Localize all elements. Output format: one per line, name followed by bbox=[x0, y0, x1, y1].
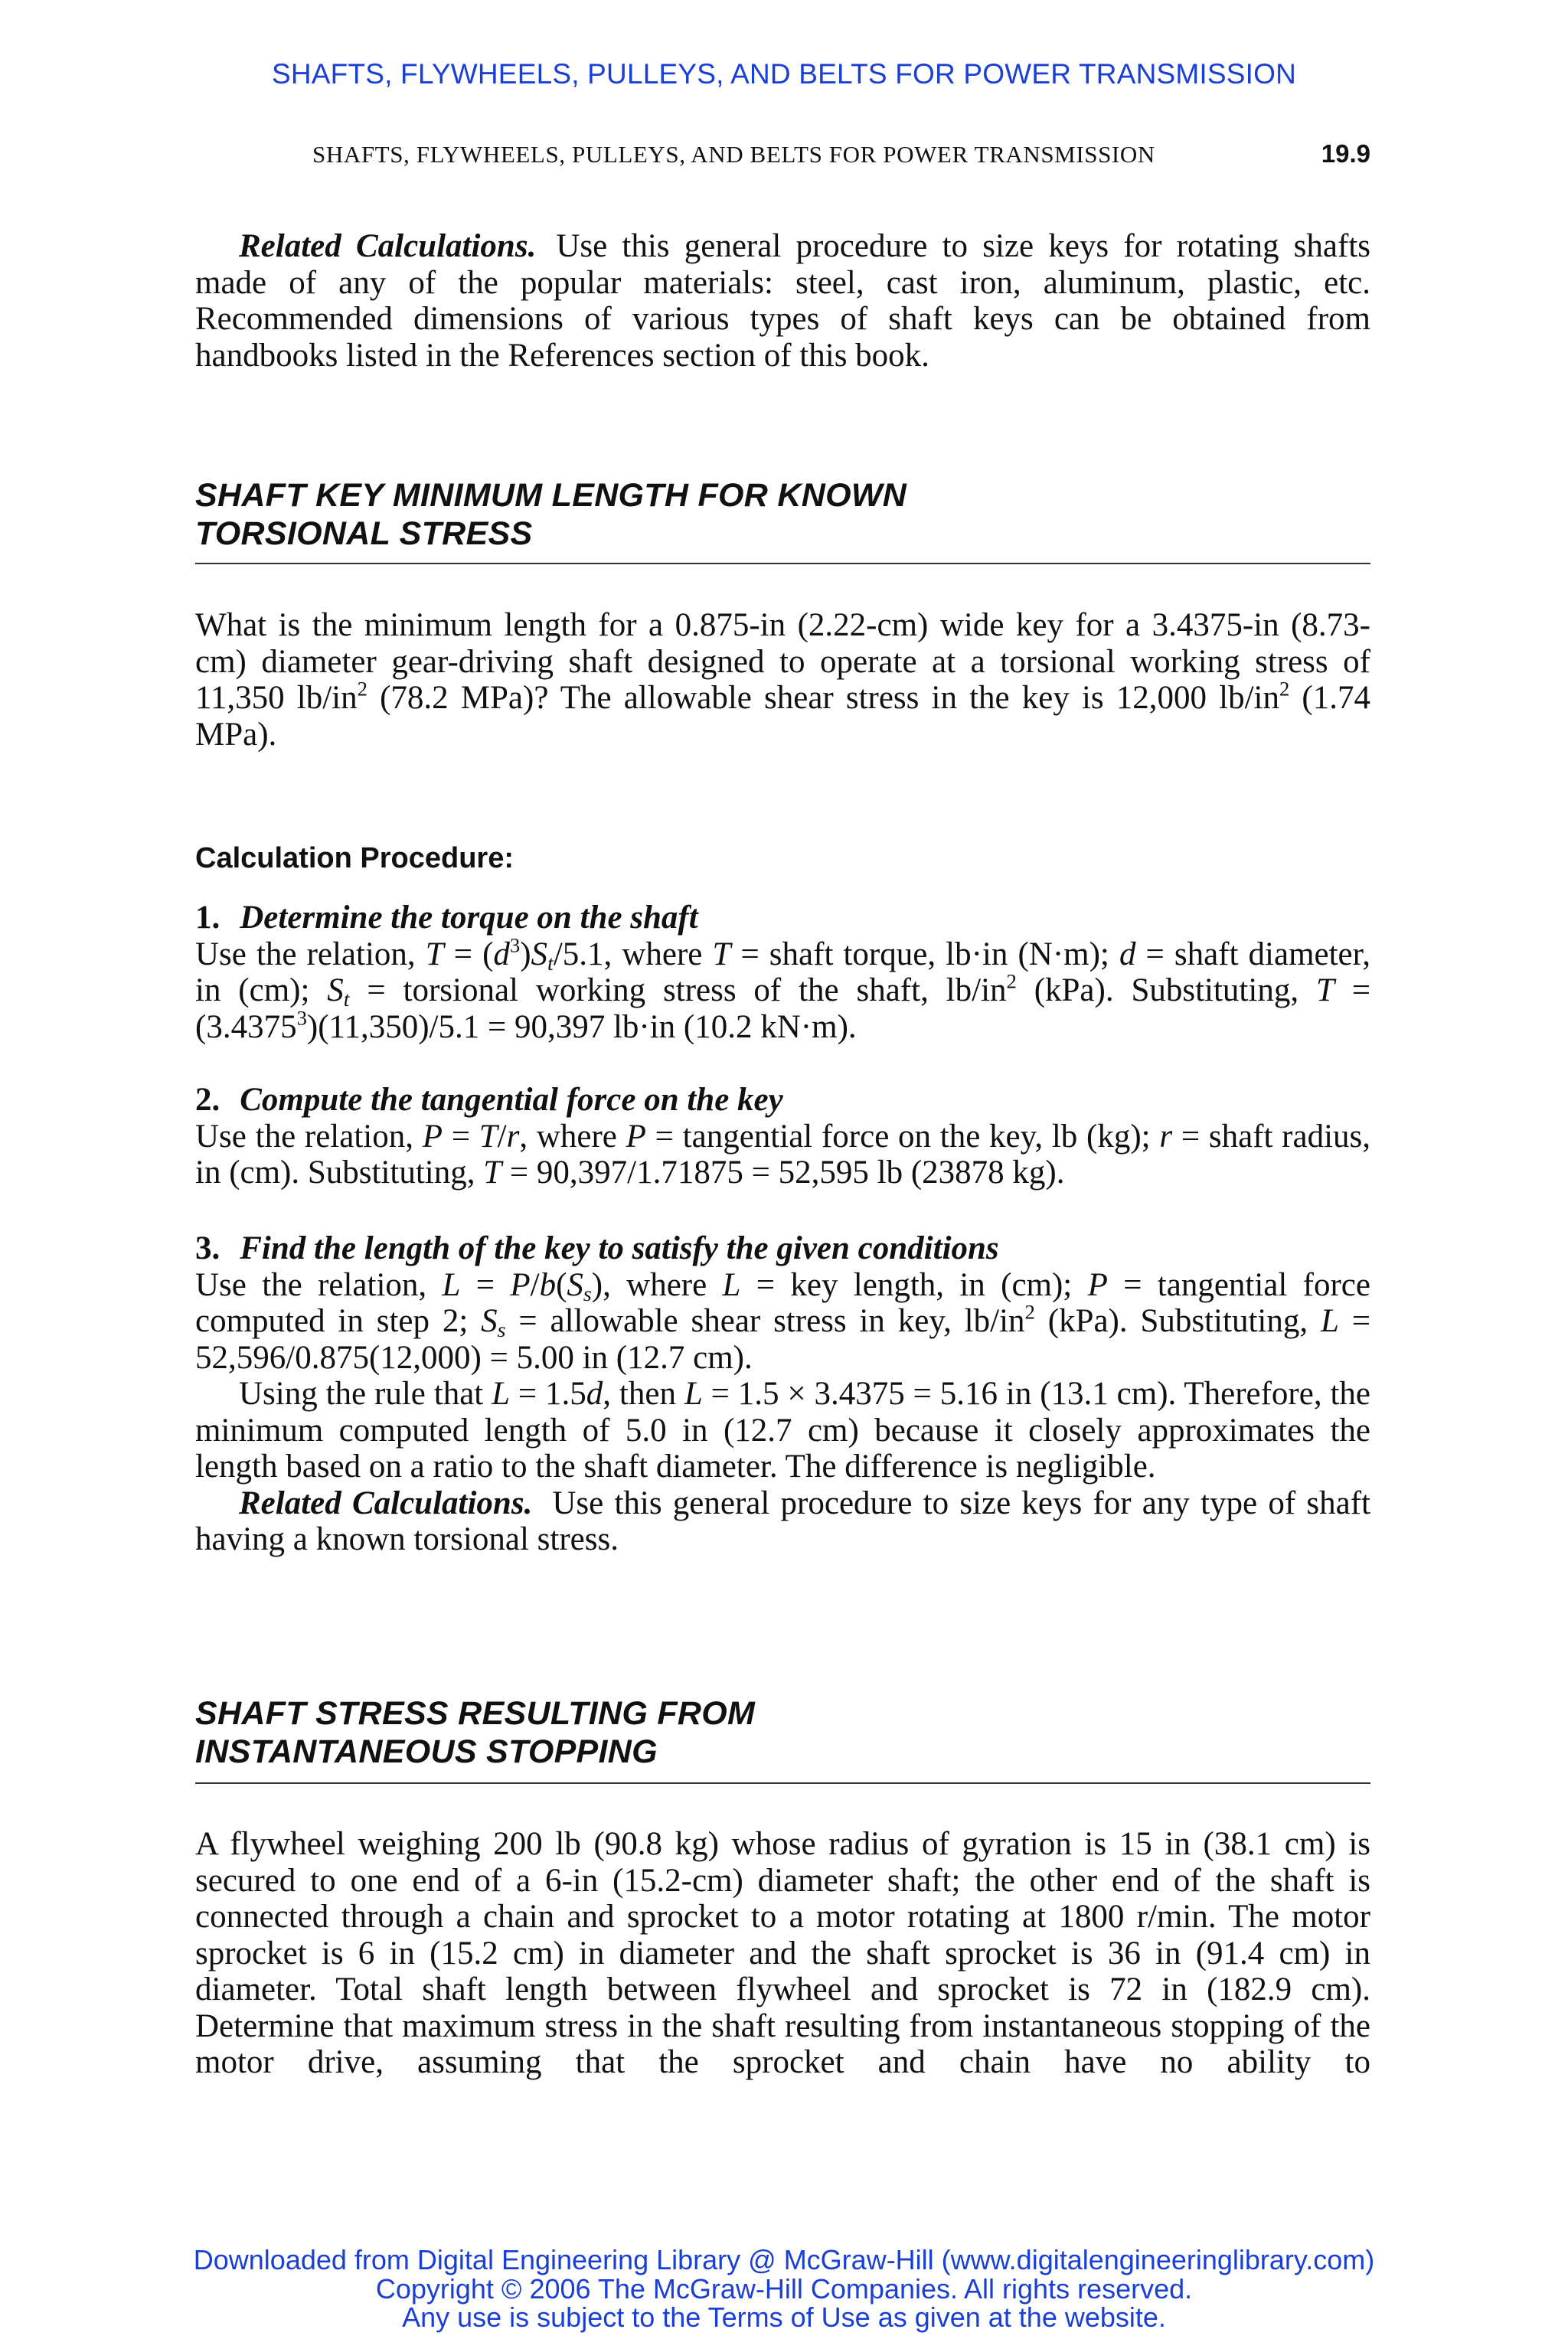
section-title-line: SHAFT STRESS RESULTING FROM bbox=[195, 1695, 756, 1732]
step-heading: 1. Determine the torque on the shaft bbox=[195, 900, 698, 936]
related-label: Related Calculations. bbox=[239, 228, 537, 264]
flywheel-problem-statement: A flywheel weighing 200 lb (90.8 kg) whose radius of gyration is 15 in (38.1 cm) is secured to one end of a 6-in (15.2-cm) diameter shaft; the other end of the shaft is connected through a chain and sprocket to a motor rotating at 1800 r/min. The motor sprocket is 6 in (15.2 cm) in diameter and the shaft sprocket is 36 in (91.4 cm) in diameter. Total shaft length between flywheel and sprocket is 72 in (182.9 cm). Determine that maximum stress in the shaft resulting from instantaneous stopping of the motor drive, assuming that the sprocket and chain have no ability to bbox=[195, 1826, 1370, 2080]
section-rule bbox=[195, 563, 1370, 564]
intro-related-calculations bbox=[195, 228, 1370, 374]
section-title-line: SHAFT KEY MINIMUM LENGTH FOR KNOWN bbox=[195, 477, 907, 514]
related-label: Related Calculations. bbox=[239, 1485, 533, 1521]
running-head-title: SHAFTS, FLYWHEELS, PULLEYS, AND BELTS FOR POWER TRANSMISSION bbox=[312, 141, 1155, 168]
footer-copyright-line: Copyright © 2006 The McGraw-Hill Companies. All rights reserved. bbox=[375, 2272, 1193, 2305]
section-title-line: INSTANTANEOUS STOPPING bbox=[195, 1733, 658, 1770]
footer-notice bbox=[0, 2246, 1568, 2332]
related-text: Use this general procedure to size keys for rotating shafts made of any of the popular materials: steel, cast iron, aluminum, plastic, etc. Recommended dimensions of various types of shaft keys can be obtained from handbooks listed in the References section of this book. bbox=[195, 228, 1370, 374]
section-title-line: TORSIONAL STRESS bbox=[195, 515, 533, 552]
problem-statement: What is the minimum length for a 0.875-in (2.22-cm) wide key for a 3.4375-in (8.73-cm) diameter gear-driving shaft designed to operate at a torsional working stress of 11,350 $lb/in^2$ (78.2 MPa)? The allowable shear stress in the key is 12,000 $lb/in^2$ (1.74 MPa). bbox=[195, 607, 1371, 753]
step-heading: 3. Find the length of the key to satisfy the given conditions bbox=[195, 1230, 999, 1266]
calculation-procedure-heading: Calculation Procedure: bbox=[195, 842, 514, 874]
step-heading: 2. Compute the tangential force on the key bbox=[195, 1082, 783, 1118]
step-3: 3. Find the length of the key to satisfy the given conditions Use the relation, $L = P/b(S_s)$, where L = key length, in (cm); P = tangential force computed in step 2; $S_s$ = allowable shear stress in key, $lb/in^2$ (kPa). Substituting, L = 52,596/0.875(12,000) = 5.00 in (12.7 cm). Using the rule that L = 1.5d, then L = 1.5 × 3.4375 = 5.16 in (13.1 cm). Therefore, the minimum computed length of 5.0 in (12.7 cm) because it closely approximates the length based on a ratio to the shaft diameter. The difference is negligible. Related Calculations. Use this general procedure to size keys for any type of shaft having a known torsional stress. bbox=[195, 1230, 1370, 1557]
top-banner: SHAFTS, FLYWHEELS, PULLEYS, AND BELTS FOR POWER TRANSMISSION bbox=[271, 58, 1297, 90]
step-1: 1. Determine the torque on the shaft Use the relation, $T = (d^3)S_t/5.1$, where T = shaft torque, lb·in (N·m); d = shaft diameter, in (cm); $S_t$ = torsional working stress of the shaft, $lb/in^2$ (kPa). Substituting, $T = (3.4375^3)(11,350)/5.1 = 90,397$ lb·in (10.2 kN·m). bbox=[195, 900, 1370, 1045]
footer-download-line: Downloaded from Digital Engineering Library @ McGraw-Hill (www.digitalengineeringlibrary.com) bbox=[193, 2244, 1375, 2275]
footer-terms-line: Any use is subject to the Terms of Use as given at the website. bbox=[402, 2301, 1166, 2333]
section-title-key-length bbox=[195, 476, 1370, 553]
section-title-instantaneous-stopping bbox=[195, 1694, 1370, 1771]
related-text: Use this general procedure to size keys for any type of shaft having a known torsional stress. bbox=[195, 1485, 1370, 1557]
step-2: 2. Compute the tangential force on the key Use the relation, P = T/r, where P = tangential force on the key, lb (kg); r = shaft radius, in (cm). Substituting, T = 90,397/1.71875 = 52,595 lb (23878 kg). bbox=[195, 1082, 1370, 1191]
section-rule bbox=[195, 1782, 1370, 1784]
page-number: 19.9 bbox=[1321, 139, 1370, 168]
